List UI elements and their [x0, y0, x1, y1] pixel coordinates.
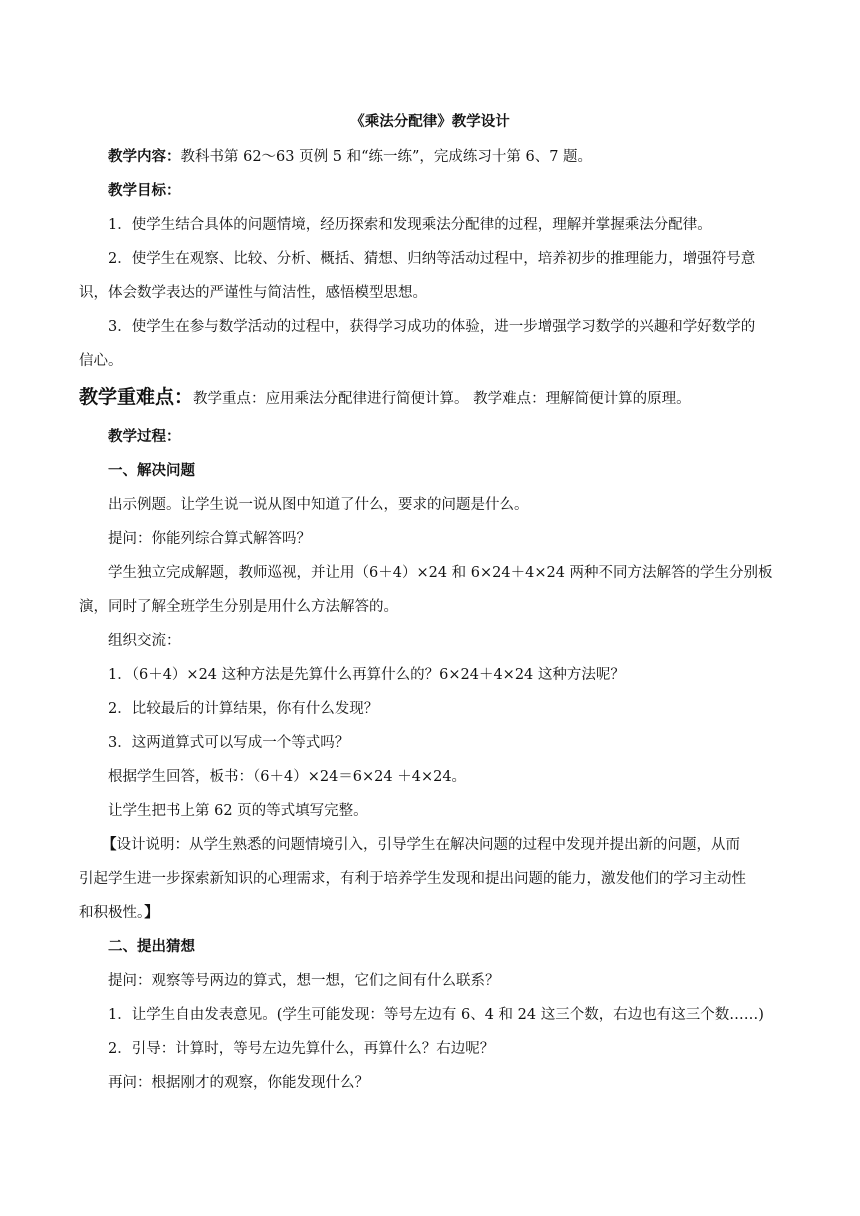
design-note-line-3 — [79, 903, 759, 923]
section-1-question-3: 3．这两道算式可以写成一个等式吗？ — [108, 735, 350, 751]
section-1-paragraph-5: 根据学生回答，板书：（6＋4）×24＝6×24 ＋4×24。 — [108, 769, 467, 785]
section-2-question-1: 1．让学生自由发表意见。(学生可能发现：等号左边有 6、4 和 24 这三个数，右边也有这三个数……) — [108, 1007, 764, 1023]
section-2-paragraph-1: 提问：观察等号两边的算式，想一想，它们之间有什么联系？ — [108, 973, 500, 989]
document-title: 《乘法分配律》教学设计 — [350, 113, 510, 130]
section-1-question-1: 1．（6＋4）×24 这种方法是先算什么再算什么的？6×24＋4×24 这种方法呢？ — [108, 667, 625, 683]
teaching-content — [108, 147, 788, 167]
key-points-text: 教学重点：应用乘法分配律进行简便计算。 教学难点：理解简便计算的原理。 — [193, 391, 691, 407]
teaching-content-label: 教学内容： — [108, 148, 181, 165]
design-note-text-1: 设计说明：从学生熟悉的问题情境引入，引导学生在解决问题的过程中发现并提出新的问题，从而 — [116, 837, 740, 853]
section-1-paragraph-6: 让学生把书上第 62 页的等式填写完整。 — [108, 803, 368, 819]
section-1-paragraph-1: 出示例题。让学生说一说从图中知道了什么，要求的问题是什么。 — [108, 497, 529, 513]
goal-3-line-1: 3．使学生在参与数学活动的过程中，获得学习成功的体验，进一步增强学习数学的兴趣和学好数学的 — [108, 319, 756, 335]
section-1-paragraph-2: 提问：你能列综合算式解答吗？ — [108, 531, 311, 547]
goal-3-line-2: 信心。 — [79, 353, 123, 369]
teaching-process-label: 教学过程： — [108, 428, 181, 445]
section-1-paragraph-3-line-2: 演，同时了解全班学生分别是用什么方法解答的。 — [79, 599, 398, 615]
goal-1: 1．使学生结合具体的问题情境，经历探索和发现乘法分配律的过程，理解并掌握乘法分配律。 — [108, 217, 712, 233]
section-1-paragraph-3-line-1: 学生独立完成解题，教师巡视，并让用（6＋4）×24 和 6×24＋4×24 两种不同方法解答的学生分别板 — [108, 565, 773, 581]
goal-2-line-1: 2．使学生在观察、比较、分析、概括、猜想、归纳等活动过程中，培养初步的推理能力，增强符号意 — [108, 251, 756, 267]
section-2-heading: 二、提出猜想 — [108, 938, 195, 955]
design-note-text-3: 和积极性。 — [79, 905, 145, 921]
teaching-goals-label: 教学目标： — [108, 182, 181, 199]
section-2-paragraph-2: 再问：根据刚才的观察，你能发现什么？ — [108, 1075, 369, 1091]
teaching-content-text: 教科书第 62～63 页例 5 和“练一练”，完成练习十第 6、7 题。 — [180, 149, 593, 165]
section-1-question-2: 2．比较最后的计算结果，你有什么发现？ — [108, 701, 379, 717]
design-note-line-1 — [102, 835, 782, 855]
section-1-heading: 一、解决问题 — [108, 462, 195, 479]
design-note-line-2: 引起学生进一步探索新知识的心理需求，有利于培养学生发现和提出问题的能力，激发他们的学习主动性 — [79, 871, 746, 887]
design-note-open-bracket: 【 — [102, 836, 117, 853]
goal-2-line-2: 识，体会数学表达的严谨性与简洁性，感悟模型思想。 — [79, 285, 427, 301]
section-1-paragraph-4: 组织交流： — [108, 633, 181, 649]
key-difficult-points — [79, 387, 759, 409]
design-note-close-bracket: 】 — [144, 904, 159, 921]
section-2-question-2: 2．引导：计算时，等号左边先算什么，再算什么？右边呢？ — [108, 1041, 495, 1057]
key-points-label: 教学重难点： — [79, 386, 194, 408]
